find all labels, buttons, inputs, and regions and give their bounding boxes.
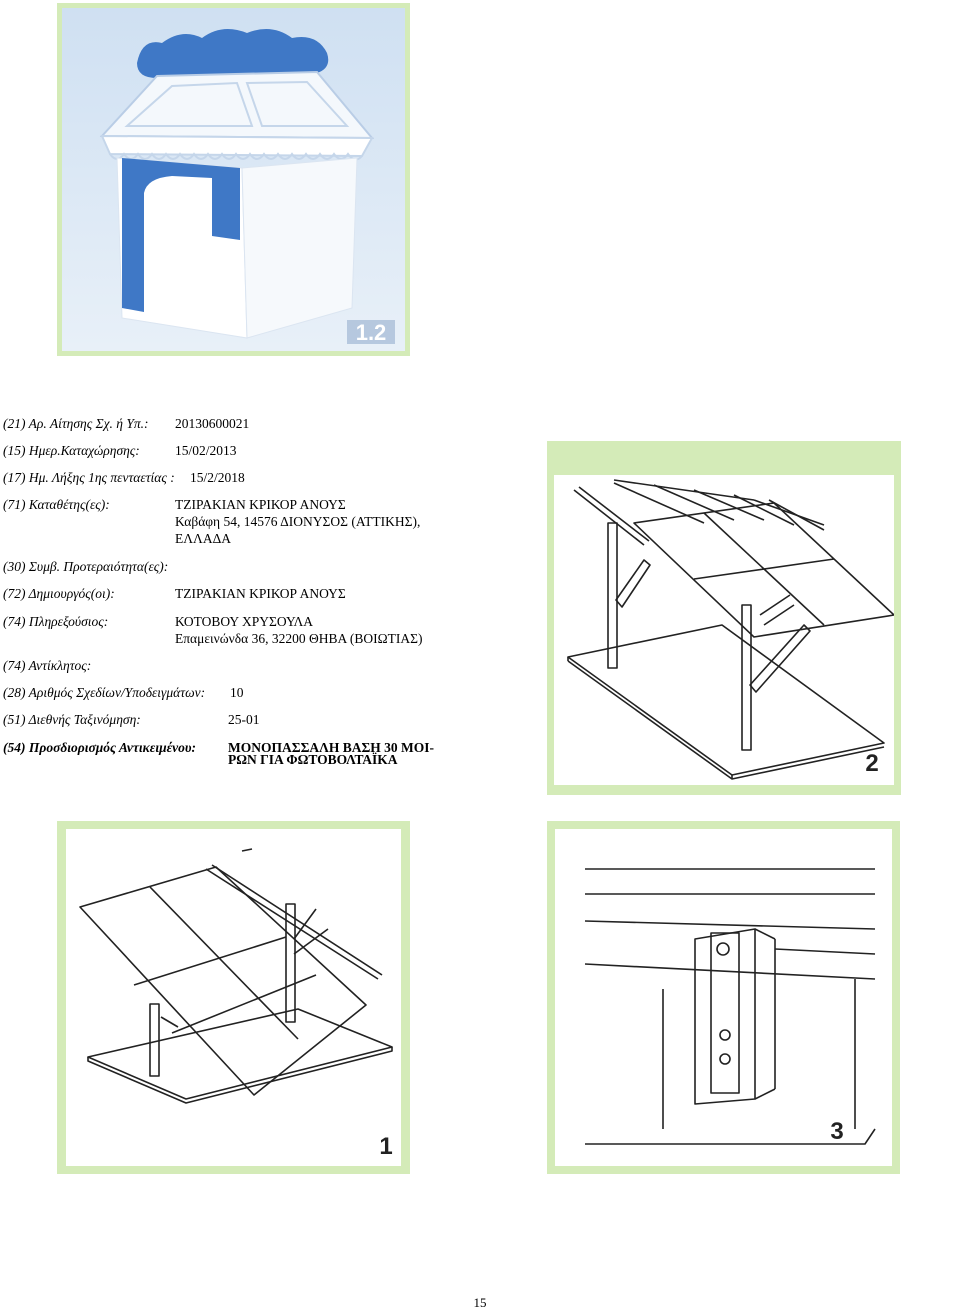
- pavilion-drawing: [62, 8, 405, 351]
- field-representative: [3, 658, 91, 674]
- figure-2-number: 2: [865, 750, 879, 777]
- applicant-address-line2: ΕΛΛΑΔΑ: [175, 531, 232, 546]
- expiry-date-label: (17) Ημ. Λήξης 1ης πενταετίας :: [3, 470, 175, 485]
- applicant-label: (71) Καταθέτης(ες):: [3, 497, 110, 512]
- drawings-count-value: 10: [230, 685, 244, 700]
- product-label: (54) Προσδιορισμός Αντικειμένου:: [3, 740, 196, 755]
- applicant-address-line1: Καβάφη 54, 14576 ΔΙΟΝΥΣΟΣ (ΑΤΤΙΚΗΣ),: [175, 514, 421, 529]
- filing-date-value: 15/02/2013: [175, 443, 237, 458]
- field-filing-date: [3, 443, 140, 459]
- figure-1-2: [57, 3, 410, 356]
- applicant-name: ΤΖΙΡΑΚΙΑΝ ΚΡΙΚΟΡ ΑΝΟΥΣ: [175, 497, 346, 512]
- mount-drawing-side: [554, 475, 894, 785]
- figure-1: [57, 821, 410, 1174]
- field-expiry-date: [3, 470, 175, 486]
- field-application-number: [3, 416, 149, 432]
- drawings-count-label: (28) Αριθμός Σχεδίων/Υποδειγμάτων:: [3, 685, 206, 700]
- application-number-value: 20130600021: [175, 416, 250, 431]
- product-value-line1: ΜΟΝΟΠΑΣΣΑΛΗ ΒΑΣΗ 30 ΜΟΙ-: [228, 740, 435, 755]
- figure-3-number: 3: [830, 1118, 844, 1145]
- field-priority: [3, 559, 168, 575]
- page-number: 15: [473, 1295, 487, 1310]
- attorney-label: (74) Πληρεξούσιος:: [3, 614, 109, 629]
- field-creator: [3, 586, 115, 602]
- figure-2: [547, 441, 901, 795]
- classification-label: (51) Διεθνής Ταξινόμηση:: [3, 712, 141, 727]
- attorney-address: Επαμεινώνδα 36, 32200 ΘΗΒΑ (ΒΟΙΩΤΙΑΣ): [175, 631, 423, 646]
- mount-drawing-front: [66, 829, 401, 1166]
- figure-1-number: 1: [379, 1133, 393, 1160]
- representative-label: (74) Αντίκλητος:: [3, 658, 92, 673]
- figure-1-2-number: 1.2: [355, 320, 387, 345]
- product-value-line2: ΡΩΝ ΓΙΑ ΦΩΤΟΒΟΛΤΑΪΚΑ: [228, 752, 398, 767]
- figure-3: [547, 821, 900, 1174]
- attorney-name: ΚΟΤΟΒΟΥ ΧΡΥΣΟΥΛΑ: [175, 614, 314, 629]
- field-applicant: [3, 497, 110, 513]
- mount-detail-drawing: [555, 829, 892, 1166]
- field-product: [3, 740, 196, 756]
- field-attorney: [3, 614, 108, 630]
- creator-label: (72) Δημιουργός(οι):: [3, 586, 115, 601]
- priority-label: (30) Συμβ. Προτεραιότητα(ες):: [3, 559, 169, 574]
- classification-value: 25-01: [228, 712, 260, 727]
- field-classification: [3, 712, 141, 728]
- field-drawings-count: [3, 685, 205, 701]
- creator-value: ΤΖΙΡΑΚΙΑΝ ΚΡΙΚΟΡ ΑΝΟΥΣ: [175, 586, 346, 601]
- expiry-date-value: 15/2/2018: [190, 470, 245, 485]
- filing-date-label: (15) Ημερ.Καταχώρησης:: [3, 443, 140, 458]
- application-number-label: (21) Αρ. Αίτησης Σχ. ή Υπ.:: [3, 416, 149, 431]
